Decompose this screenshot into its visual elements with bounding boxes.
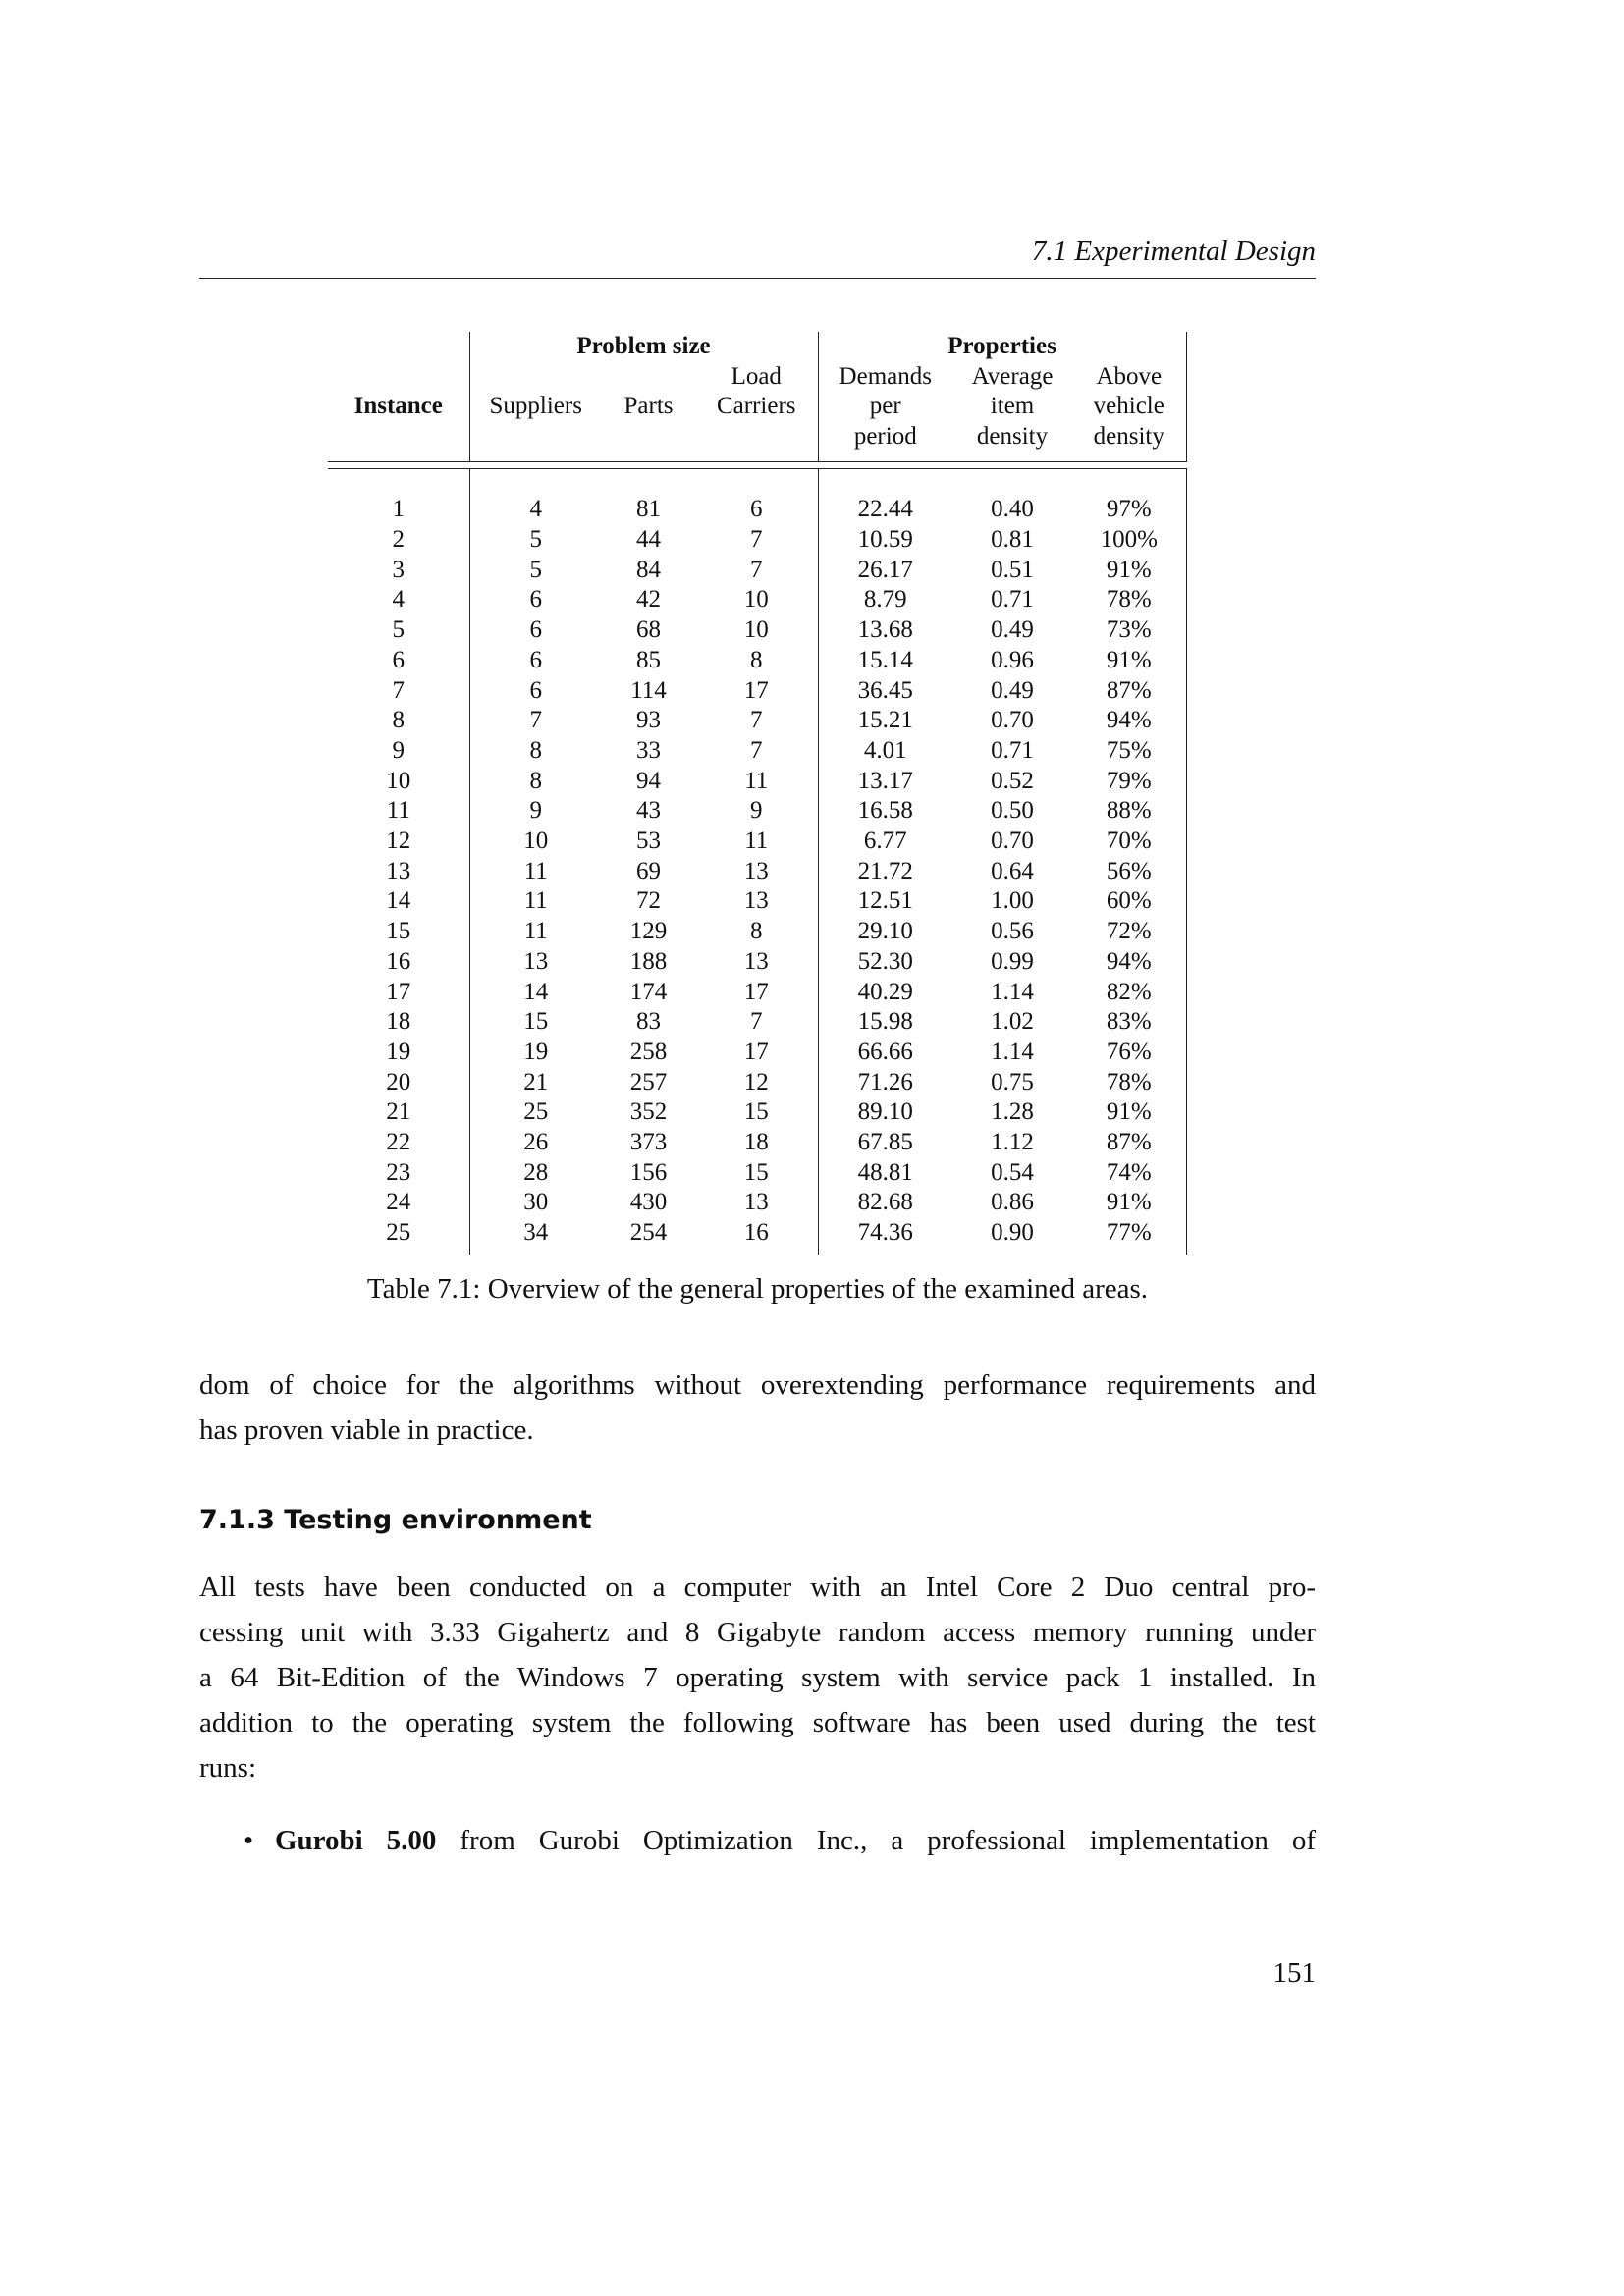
cell-avg-item-density: 0.75 bbox=[991, 1068, 1034, 1095]
cell-parts: 93 bbox=[636, 707, 661, 734]
cell-instance: 13 bbox=[386, 857, 411, 884]
cell-demands-per-period: 29.10 bbox=[818, 917, 952, 947]
cell-demands-per-period: 48.81 bbox=[818, 1158, 952, 1189]
cell-load-carriers: 9 bbox=[750, 797, 763, 825]
cell-parts: 156 bbox=[629, 1158, 668, 1186]
table-row bbox=[328, 1158, 1186, 1189]
cell-demands-per-period: 8.79 bbox=[818, 585, 952, 615]
cell-above-vehicle-density: 91% bbox=[1072, 1097, 1186, 1128]
cell-suppliers: 6 bbox=[469, 585, 602, 615]
cell-instance: 21 bbox=[386, 1098, 411, 1126]
cell-load-carriers: 7 bbox=[750, 526, 763, 554]
cell-demands-per-period: 36.45 bbox=[818, 676, 952, 707]
cell-above-vehicle-density: 87% bbox=[1072, 676, 1186, 707]
table-row bbox=[328, 1038, 1186, 1068]
cell-suppliers: 10 bbox=[469, 827, 602, 857]
cell-above-vehicle-density: 76% bbox=[1072, 1038, 1186, 1068]
cell-avg-item-density: 0.99 bbox=[991, 947, 1034, 975]
cell-instance: 22 bbox=[386, 1129, 411, 1156]
cell-avg-item-density: 1.02 bbox=[991, 1008, 1034, 1036]
table-row bbox=[328, 525, 1186, 556]
cell-avg-item-density: 0.64 bbox=[991, 857, 1034, 884]
cell-parts: 174 bbox=[629, 978, 668, 1005]
cell-demands-per-period: 82.68 bbox=[818, 1188, 952, 1218]
cell-load-carriers: 13 bbox=[743, 887, 769, 915]
cell-suppliers: 26 bbox=[469, 1128, 602, 1158]
cell-instance: 15 bbox=[386, 918, 411, 945]
cell-instance: 12 bbox=[386, 828, 411, 855]
cell-load-carriers: 18 bbox=[743, 1129, 769, 1156]
cell-above-vehicle-density: 91% bbox=[1072, 1188, 1186, 1218]
cell-load-carriers: 6 bbox=[750, 496, 763, 523]
table-row bbox=[328, 736, 1186, 767]
table-body bbox=[328, 495, 1186, 1255]
cell-avg-item-density: 0.49 bbox=[991, 616, 1034, 644]
col-header-load-carriers-1: Load bbox=[731, 362, 782, 390]
cell-parts: 81 bbox=[636, 496, 661, 523]
col-header-parts: Parts bbox=[623, 393, 674, 420]
cell-avg-item-density: 1.12 bbox=[991, 1129, 1034, 1156]
cell-parts: 72 bbox=[636, 887, 661, 915]
cell-instance: 10 bbox=[386, 767, 411, 794]
cell-avg-item-density: 0.51 bbox=[991, 556, 1034, 583]
cell-load-carriers: 17 bbox=[743, 1038, 769, 1065]
cell-load-carriers: 17 bbox=[743, 676, 769, 704]
cell-load-carriers: 15 bbox=[743, 1158, 769, 1186]
cell-above-vehicle-density: 72% bbox=[1072, 917, 1186, 947]
cell-instance: 3 bbox=[392, 556, 405, 583]
cell-instance: 7 bbox=[392, 676, 405, 704]
cell-load-carriers: 10 bbox=[743, 616, 769, 644]
page-number: 151 bbox=[1272, 1957, 1316, 1989]
paragraph-line: a 64 Bit-Edition of the Windows 7 operating system with service pack 1 installed. In bbox=[199, 1662, 1316, 1693]
cell-avg-item-density: 0.56 bbox=[991, 918, 1034, 945]
cell-load-carriers: 15 bbox=[743, 1098, 769, 1126]
cell-above-vehicle-density: 60% bbox=[1072, 886, 1186, 917]
cell-above-vehicle-density: 87% bbox=[1072, 1128, 1186, 1158]
cell-above-vehicle-density: 77% bbox=[1072, 1218, 1186, 1249]
cell-avg-item-density: 1.28 bbox=[991, 1098, 1034, 1126]
cell-suppliers: 11 bbox=[469, 857, 602, 887]
cell-avg-item-density: 0.86 bbox=[991, 1189, 1034, 1216]
cell-parts: 114 bbox=[630, 676, 667, 704]
cell-load-carriers: 11 bbox=[744, 767, 769, 794]
table-row bbox=[328, 1007, 1186, 1038]
cell-parts: 83 bbox=[636, 1008, 661, 1036]
cell-avg-item-density: 1.14 bbox=[991, 1038, 1034, 1065]
paragraph-line: addition to the operating system the following software has been used during the test bbox=[199, 1707, 1316, 1738]
cell-parts: 430 bbox=[629, 1189, 668, 1216]
table-row bbox=[328, 978, 1186, 1008]
cell-instance: 5 bbox=[392, 616, 405, 644]
cell-suppliers: 6 bbox=[469, 676, 602, 707]
cell-suppliers: 6 bbox=[469, 615, 602, 646]
cell-demands-per-period: 6.77 bbox=[818, 827, 952, 857]
cell-suppliers: 14 bbox=[469, 978, 602, 1008]
bullet-bold-term: Gurobi 5.00 bbox=[275, 1825, 437, 1856]
cell-above-vehicle-density: 83% bbox=[1072, 1007, 1186, 1038]
cell-above-vehicle-density: 100% bbox=[1072, 525, 1186, 556]
cell-instance: 2 bbox=[392, 526, 405, 554]
cell-avg-item-density: 0.81 bbox=[991, 526, 1034, 554]
table-row bbox=[328, 886, 1186, 917]
table-row bbox=[328, 646, 1186, 676]
cell-demands-per-period: 52.30 bbox=[818, 947, 952, 978]
cell-avg-item-density: 0.54 bbox=[991, 1158, 1034, 1186]
cell-above-vehicle-density: 73% bbox=[1072, 615, 1186, 646]
cell-avg-item-density: 0.52 bbox=[991, 767, 1034, 794]
cell-demands-per-period: 26.17 bbox=[818, 556, 952, 586]
properties-table bbox=[328, 332, 1186, 1255]
cell-load-carriers: 10 bbox=[743, 586, 769, 614]
cell-load-carriers: 12 bbox=[743, 1068, 769, 1095]
cell-parts: 94 bbox=[636, 767, 661, 794]
cell-load-carriers: 13 bbox=[743, 947, 769, 975]
cell-suppliers: 6 bbox=[469, 646, 602, 676]
cell-avg-item-density: 0.40 bbox=[991, 496, 1034, 523]
table-row bbox=[328, 585, 1186, 615]
cell-above-vehicle-density: 79% bbox=[1072, 767, 1186, 797]
col-header-above-3: density bbox=[1072, 422, 1186, 453]
cell-demands-per-period: 15.14 bbox=[818, 646, 952, 676]
table-caption: Table 7.1: Overview of the general properties of the examined areas. bbox=[366, 1273, 1149, 1305]
cell-above-vehicle-density: 94% bbox=[1072, 706, 1186, 736]
cell-suppliers: 7 bbox=[469, 706, 602, 736]
cell-load-carriers: 7 bbox=[750, 736, 763, 764]
cell-load-carriers: 7 bbox=[750, 707, 763, 734]
cell-load-carriers: 11 bbox=[744, 828, 769, 855]
col-header-instance: Instance bbox=[353, 393, 443, 420]
bullet-text: from Gurobi Optimization Inc., a professional implementation of bbox=[436, 1825, 1317, 1856]
col-header-avg-2: item bbox=[990, 393, 1035, 420]
cell-above-vehicle-density: 75% bbox=[1072, 736, 1186, 767]
cell-demands-per-period: 13.68 bbox=[818, 615, 952, 646]
col-header-demands-1: Demands bbox=[818, 362, 952, 393]
section-heading: 7.1.3 Testing environment bbox=[199, 1505, 592, 1535]
cell-demands-per-period: 21.72 bbox=[818, 857, 952, 887]
cell-avg-item-density: 0.71 bbox=[991, 736, 1034, 764]
col-header-demands-2: per bbox=[818, 392, 952, 422]
cell-parts: 43 bbox=[636, 797, 661, 825]
cell-parts: 254 bbox=[629, 1219, 668, 1247]
cell-suppliers: 8 bbox=[469, 736, 602, 767]
table-row bbox=[328, 1068, 1186, 1098]
group-header-problem-size: Problem size bbox=[469, 332, 818, 362]
cell-load-carriers: 7 bbox=[750, 1008, 763, 1036]
cell-demands-per-period: 16.58 bbox=[818, 796, 952, 827]
table-row bbox=[328, 676, 1186, 707]
table-row bbox=[328, 796, 1186, 827]
cell-demands-per-period: 12.51 bbox=[818, 886, 952, 917]
cell-parts: 188 bbox=[629, 947, 668, 975]
cell-suppliers: 15 bbox=[469, 1007, 602, 1038]
table-row bbox=[328, 706, 1186, 736]
cell-parts: 44 bbox=[636, 526, 661, 554]
cell-suppliers: 5 bbox=[469, 525, 602, 556]
cell-parts: 352 bbox=[629, 1098, 668, 1126]
cell-avg-item-density: 1.14 bbox=[991, 978, 1034, 1005]
cell-load-carriers: 8 bbox=[750, 918, 763, 945]
cell-load-carriers: 13 bbox=[743, 1189, 769, 1216]
cell-load-carriers: 13 bbox=[743, 857, 769, 884]
cell-parts: 69 bbox=[636, 857, 661, 884]
cell-parts: 129 bbox=[629, 918, 668, 945]
cell-avg-item-density: 0.50 bbox=[991, 797, 1034, 825]
table-row bbox=[328, 1218, 1186, 1249]
cell-avg-item-density: 0.71 bbox=[991, 586, 1034, 614]
cell-demands-per-period: 74.36 bbox=[818, 1218, 952, 1249]
table-row bbox=[328, 556, 1186, 586]
col-header-above-1: Above bbox=[1072, 362, 1186, 393]
cell-above-vehicle-density: 88% bbox=[1072, 796, 1186, 827]
cell-instance: 20 bbox=[386, 1068, 411, 1095]
cell-instance: 14 bbox=[386, 887, 411, 915]
cell-instance: 9 bbox=[392, 736, 405, 764]
cell-instance: 18 bbox=[386, 1008, 411, 1036]
cell-avg-item-density: 0.96 bbox=[991, 646, 1034, 673]
paragraph-line: dom of choice for the algorithms without overextending performance requirements and bbox=[199, 1369, 1316, 1401]
table-row bbox=[328, 495, 1186, 525]
table-row bbox=[328, 947, 1186, 978]
cell-parts: 53 bbox=[636, 828, 661, 855]
cell-suppliers: 19 bbox=[469, 1038, 602, 1068]
table-row bbox=[328, 1188, 1186, 1218]
col-header-suppliers: Suppliers bbox=[469, 392, 602, 422]
cell-demands-per-period: 89.10 bbox=[818, 1097, 952, 1128]
cell-suppliers: 4 bbox=[469, 495, 602, 525]
table-row bbox=[328, 615, 1186, 646]
cell-parts: 42 bbox=[636, 586, 661, 614]
cell-suppliers: 25 bbox=[469, 1097, 602, 1128]
cell-above-vehicle-density: 56% bbox=[1072, 857, 1186, 887]
cell-demands-per-period: 4.01 bbox=[818, 736, 952, 767]
paragraph-line: has proven viable in practice. bbox=[199, 1415, 534, 1446]
cell-parts: 84 bbox=[636, 556, 661, 583]
cell-above-vehicle-density: 91% bbox=[1072, 646, 1186, 676]
cell-parts: 85 bbox=[636, 646, 661, 673]
cell-above-vehicle-density: 70% bbox=[1072, 827, 1186, 857]
table-row bbox=[328, 767, 1186, 797]
cell-instance: 19 bbox=[386, 1038, 411, 1065]
table-row bbox=[328, 1128, 1186, 1158]
cell-avg-item-density: 0.90 bbox=[991, 1219, 1034, 1247]
cell-avg-item-density: 0.70 bbox=[991, 828, 1034, 855]
cell-demands-per-period: 66.66 bbox=[818, 1038, 952, 1068]
cell-suppliers: 34 bbox=[469, 1218, 602, 1249]
cell-instance: 1 bbox=[392, 496, 405, 523]
cell-parts: 33 bbox=[636, 736, 661, 764]
cell-demands-per-period: 10.59 bbox=[818, 525, 952, 556]
cell-above-vehicle-density: 74% bbox=[1072, 1158, 1186, 1189]
cell-avg-item-density: 0.49 bbox=[991, 676, 1034, 704]
paragraph-line: cessing unit with 3.33 Gigahertz and 8 Gigabyte random access memory running under bbox=[199, 1617, 1316, 1648]
cell-instance: 24 bbox=[386, 1189, 411, 1216]
cell-avg-item-density: 0.70 bbox=[991, 707, 1034, 734]
paragraph-line: runs: bbox=[199, 1752, 256, 1784]
bullet-marker: • bbox=[244, 1825, 254, 1856]
cell-avg-item-density: 1.00 bbox=[991, 887, 1034, 915]
cell-demands-per-period: 15.98 bbox=[818, 1007, 952, 1038]
cell-demands-per-period: 13.17 bbox=[818, 767, 952, 797]
cell-instance: 8 bbox=[392, 707, 405, 734]
cell-demands-per-period: 22.44 bbox=[818, 495, 952, 525]
running-head: 7.1 Experimental Design bbox=[1031, 236, 1316, 267]
cell-instance: 25 bbox=[386, 1219, 411, 1247]
cell-above-vehicle-density: 82% bbox=[1072, 978, 1186, 1008]
cell-above-vehicle-density: 78% bbox=[1072, 585, 1186, 615]
cell-suppliers: 5 bbox=[469, 556, 602, 586]
cell-demands-per-period: 67.85 bbox=[818, 1128, 952, 1158]
cell-load-carriers: 17 bbox=[743, 978, 769, 1005]
cell-instance: 23 bbox=[386, 1158, 411, 1186]
table-row bbox=[328, 857, 1186, 887]
cell-above-vehicle-density: 97% bbox=[1072, 495, 1186, 525]
cell-load-carriers: 16 bbox=[743, 1219, 769, 1247]
cell-parts: 258 bbox=[629, 1038, 668, 1065]
cell-instance: 4 bbox=[392, 586, 405, 614]
group-header-properties: Properties bbox=[818, 332, 1186, 362]
cell-instance: 16 bbox=[386, 947, 411, 975]
cell-load-carriers: 8 bbox=[750, 646, 763, 673]
cell-suppliers: 8 bbox=[469, 767, 602, 797]
cell-demands-per-period: 40.29 bbox=[818, 978, 952, 1008]
header-rule bbox=[199, 278, 1316, 279]
col-header-demands-3: period bbox=[818, 422, 952, 453]
cell-instance: 11 bbox=[386, 797, 410, 825]
cell-parts: 257 bbox=[629, 1068, 668, 1095]
table-row bbox=[328, 1097, 1186, 1128]
cell-suppliers: 9 bbox=[469, 796, 602, 827]
cell-instance: 17 bbox=[386, 978, 411, 1005]
table-row bbox=[328, 917, 1186, 947]
cell-instance: 6 bbox=[392, 646, 405, 673]
cell-suppliers: 11 bbox=[469, 917, 602, 947]
table-row bbox=[328, 827, 1186, 857]
cell-suppliers: 11 bbox=[469, 886, 602, 917]
cell-above-vehicle-density: 91% bbox=[1072, 556, 1186, 586]
col-header-avg-1: Average bbox=[971, 362, 1054, 390]
cell-suppliers: 13 bbox=[469, 947, 602, 978]
cell-above-vehicle-density: 94% bbox=[1072, 947, 1186, 978]
paragraph-line: All tests have been conducted on a computer with an Intel Core 2 Duo central pro- bbox=[199, 1572, 1316, 1603]
col-header-above-2: vehicle bbox=[1072, 392, 1186, 422]
cell-suppliers: 28 bbox=[469, 1158, 602, 1189]
cell-demands-per-period: 15.21 bbox=[818, 706, 952, 736]
bullet-item bbox=[275, 1825, 1316, 1857]
col-header-load-carriers-2: Carriers bbox=[716, 393, 796, 420]
cell-parts: 68 bbox=[636, 616, 661, 644]
cell-above-vehicle-density: 78% bbox=[1072, 1068, 1186, 1098]
cell-parts: 373 bbox=[629, 1129, 668, 1156]
cell-suppliers: 30 bbox=[469, 1188, 602, 1218]
cell-load-carriers: 7 bbox=[750, 556, 763, 583]
col-header-avg-3: density bbox=[976, 423, 1049, 451]
cell-demands-per-period: 71.26 bbox=[818, 1068, 952, 1098]
cell-suppliers: 21 bbox=[469, 1068, 602, 1098]
